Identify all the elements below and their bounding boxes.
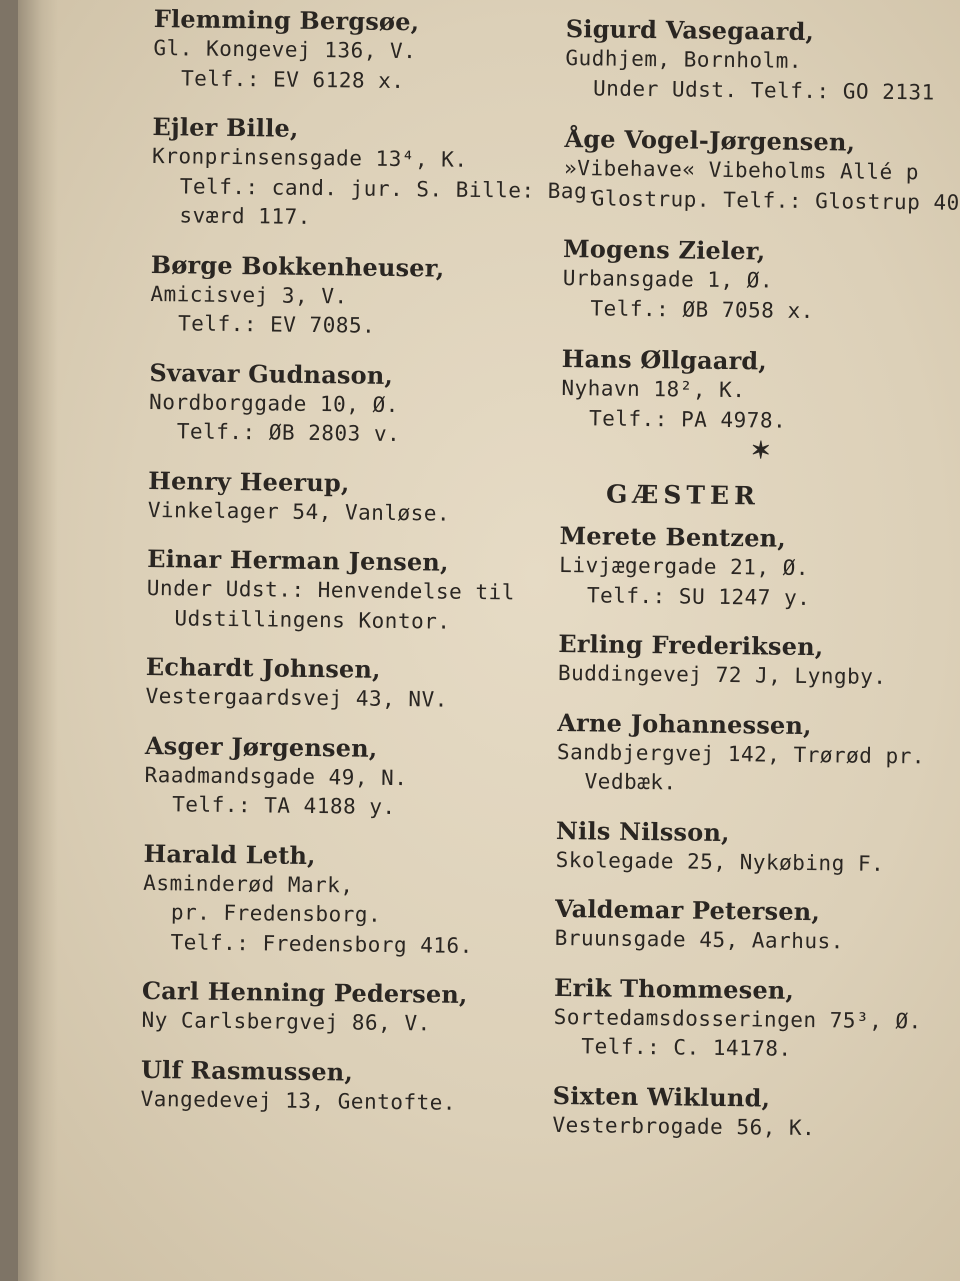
directory-entry [144, 730, 545, 824]
artist-list-continued [561, 14, 960, 438]
directory-entry [149, 357, 550, 451]
entry-address: Bruunsgade 45, Aarhus. [554, 925, 844, 954]
entry-detail: pr. Fredensborg. [170, 900, 382, 927]
entry-detail: Telf.: Fredensborg 416. [170, 929, 473, 958]
printed-page [18, 0, 960, 1281]
entry-address: Vesterbrogade 56, K. [552, 1112, 816, 1140]
entry-name: Erik Thommesen, [553, 972, 795, 1005]
entry-name: Echardt Johnsen, [145, 651, 381, 684]
directory-entry [553, 972, 960, 1066]
entry-detail: Telf.: TA 4188 y. [172, 792, 396, 820]
entry-name: Asger Jørgensen, [144, 730, 378, 763]
directory-entry [561, 344, 960, 438]
entry-address: Nyhavn 18², K. [561, 375, 746, 403]
directory-entry [555, 815, 960, 880]
directory-entry [564, 124, 960, 218]
entry-address: Amicisvej 3, V. [150, 281, 348, 308]
entry-address: Livjægergade 21, Ø. [559, 552, 810, 581]
entry-detail: Under Udst. Telf.: GO 2131 [592, 75, 935, 105]
entry-name: Nils Nilsson, [555, 815, 730, 847]
entry-detail: Vedbæk. [584, 769, 677, 795]
directory-entry [552, 1080, 960, 1145]
entry-address: Skolegade 25, Nykøbing F. [555, 847, 885, 876]
guests-list [552, 521, 960, 1145]
entry-detail: Telf.: ØB 7058 x. [590, 295, 814, 323]
entry-address: Asminderød Mark, [143, 870, 354, 898]
directory-entry [151, 111, 601, 235]
entry-address: Gudhjem, Bornholm. [565, 45, 803, 73]
entry-address: Vinkelager 54, Vanløse. [147, 497, 451, 526]
entry-address: Gl. Kongevej 136, V. [153, 35, 417, 64]
entry-name: Svavar Gudnason, [149, 357, 394, 390]
page-gutter [18, 0, 58, 1281]
directory-entry [559, 521, 960, 615]
entry-detail: Telf.: EV 6128 x. [180, 65, 405, 93]
entry-address: Buddingevej 72 J, Lyngby. [557, 660, 887, 689]
entry-detail: Glostrup. Telf.: Glostrup 40 [591, 185, 960, 215]
entry-name: Hans Øllgaard, [561, 343, 768, 376]
entry-detail: Telf.: cand. jur. S. Bille: Bag- [179, 173, 601, 203]
guests-heading: GÆSTER [605, 479, 761, 511]
entry-name: Ulf Rasmussen, [140, 1054, 354, 1087]
entry-name: Sixten Wiklund, [552, 1080, 771, 1113]
entry-address: Sortedamsdosseringen 75³, Ø. [553, 1004, 922, 1033]
entry-name: Børge Bokkenheuser, [150, 249, 445, 283]
entry-name: Arne Johannessen, [557, 707, 812, 740]
entry-address: Raadmandsgade 49, N. [144, 762, 408, 790]
entry-detail: Telf.: SU 1247 y. [586, 582, 811, 610]
entry-name: Sigurd Vasegaard, [565, 14, 815, 47]
entry-name: Einar Herman Jensen, [147, 543, 449, 577]
entry-name: Valdemar Petersen, [554, 893, 821, 927]
entry-detail: Telf.: PA 4978. [588, 405, 787, 433]
entry-detail: sværd 117. [179, 203, 311, 229]
directory-entry [141, 976, 542, 1040]
entry-address: Sandbjergvej 142, Trørød pr. [556, 739, 926, 768]
entry-name: Ejler Bille, [152, 111, 299, 143]
directory-entry [145, 652, 546, 716]
entry-address: »Vibehave« Vibeholms Allé p [563, 155, 920, 185]
directory-entry [558, 629, 960, 694]
entry-name: Carl Henning Pedersen, [141, 975, 468, 1009]
entry-address: Vestergaardsvej 43, NV. [145, 683, 448, 712]
entry-address: Vangedevej 13, Gentofte. [140, 1086, 457, 1115]
directory-entry [562, 234, 960, 328]
left-column [140, 4, 601, 1119]
right-column [552, 14, 960, 1145]
entry-detail: Telf.: ØB 2803 v. [176, 419, 401, 447]
entry-name: Åge Vogel-Jørgensen, [564, 123, 856, 157]
entry-name: Harald Leth, [143, 838, 316, 870]
directory-entry [148, 465, 549, 529]
entry-detail: Telf.: EV 7085. [177, 311, 376, 338]
separator-star: ✶ [750, 435, 771, 465]
entry-detail: Udstillingens Kontor. [174, 605, 451, 634]
directory-entry [146, 544, 547, 638]
entry-address: Urbansgade 1, Ø. [562, 265, 774, 293]
entry-detail: Telf.: C. 14178. [581, 1034, 792, 1061]
directory-entry [153, 4, 554, 98]
entry-name: Henry Heerup, [148, 465, 350, 497]
directory-entry [150, 249, 551, 343]
directory-entry [142, 838, 543, 961]
entry-name: Merete Bentzen, [559, 520, 787, 553]
entry-address: Under Udst.: Henvendelse til [146, 575, 515, 605]
entry-address: Kronprinsensgade 13⁴, K. [151, 143, 468, 172]
directory-entry [556, 707, 960, 801]
entry-name: Mogens Zieler, [562, 233, 766, 266]
directory-entry [140, 1054, 541, 1118]
directory-entry [565, 14, 960, 108]
directory-entry [555, 894, 960, 959]
entry-name: Erling Frederiksen, [558, 628, 824, 662]
entry-address: Ny Carlsbergvej 86, V. [141, 1007, 431, 1036]
entry-name: Flemming Bergsøe, [153, 4, 420, 37]
entry-address: Nordborggade 10, Ø. [148, 389, 399, 417]
